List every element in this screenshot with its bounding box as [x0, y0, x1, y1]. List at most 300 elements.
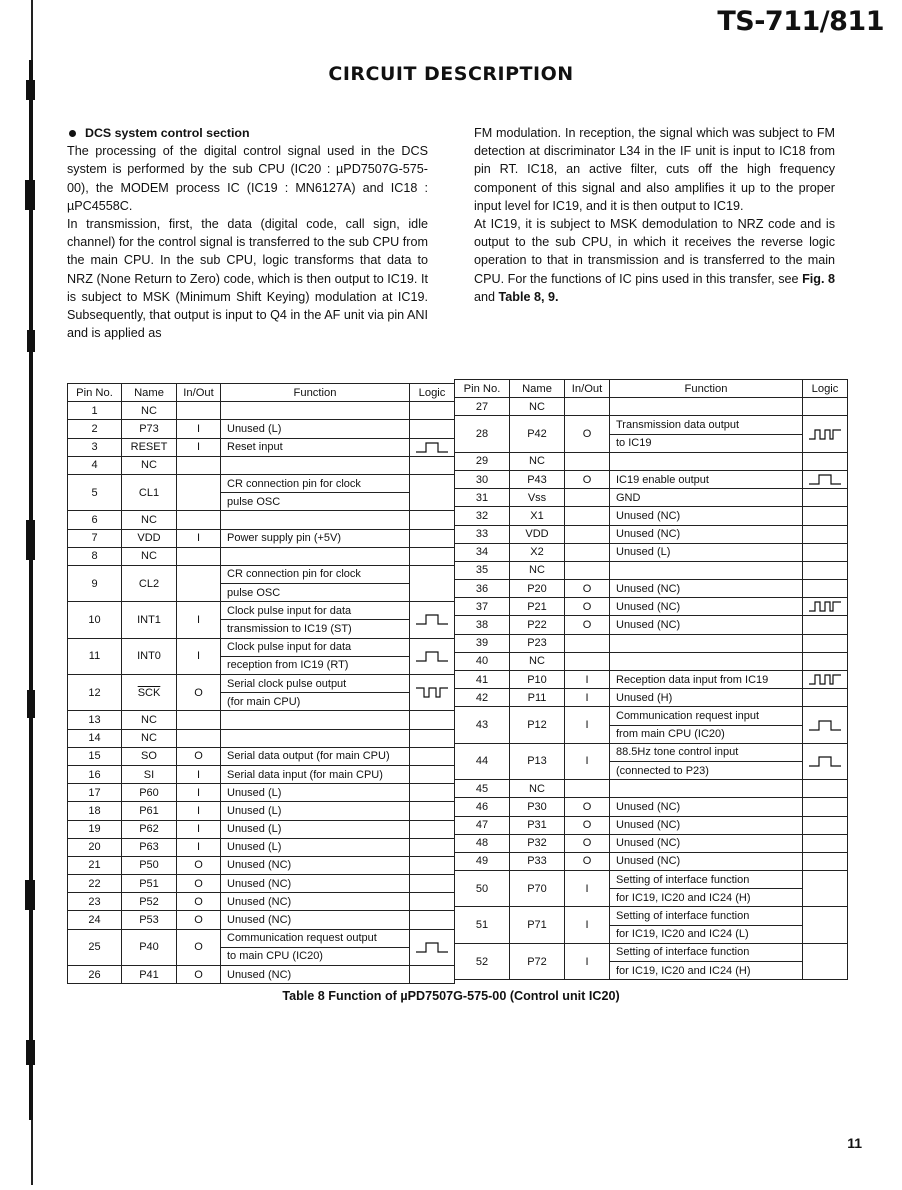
table-row — [455, 871, 848, 889]
text-column-right — [474, 124, 835, 306]
function-cell — [610, 452, 803, 470]
in-out-cell: I — [177, 638, 221, 674]
table-reference: Table 8, 9. — [498, 289, 559, 304]
paragraph: The processing of the digital control signal used in the DCS system is performed by the sub CPU (IC20 : µPD7507G-575-00), the MODEM process IC (IC19 : MN6127A) and IC18 : µPC4558C. — [67, 144, 428, 213]
pin-number-cell: 22 — [68, 875, 122, 893]
pin-name-cell: NC — [510, 561, 565, 579]
logic-cell — [410, 765, 455, 783]
reference-conjunction: and — [474, 289, 499, 304]
in-out-cell: I — [177, 784, 221, 802]
data-waveform-icon — [807, 427, 843, 442]
page-title: CIRCUIT DESCRIPTION — [328, 63, 574, 85]
table-row — [68, 547, 455, 565]
function-cell: Power supply pin (+5V) — [221, 529, 410, 547]
logic-cell — [410, 565, 455, 601]
pin-number-cell: 15 — [68, 747, 122, 765]
logic-cell — [803, 525, 848, 543]
pin-number-cell: 46 — [455, 798, 510, 816]
logic-cell — [410, 675, 455, 711]
pin-number-cell: 3 — [68, 438, 122, 456]
in-out-cell: I — [565, 743, 610, 779]
function-cell: Unused (NC) — [221, 856, 410, 874]
logic-cell — [803, 470, 848, 488]
logic-cell — [803, 816, 848, 834]
pin-number-cell: 41 — [455, 671, 510, 689]
pin-number-cell: 27 — [455, 398, 510, 416]
pin-name-cell: P50 — [122, 856, 177, 874]
logic-cell — [410, 511, 455, 529]
function-cell: Unused (NC) — [610, 580, 803, 598]
pin-name-cell: NC — [510, 452, 565, 470]
table-row — [455, 561, 848, 579]
table-row — [68, 765, 455, 783]
table-header-row — [455, 380, 848, 398]
pin-name-cell: P41 — [122, 966, 177, 984]
in-out-cell — [177, 474, 221, 510]
pin-name-cell: RESET — [122, 438, 177, 456]
in-out-cell: I — [565, 671, 610, 689]
pin-name-cell: P73 — [122, 420, 177, 438]
pin-number-cell: 2 — [68, 420, 122, 438]
logic-cell — [803, 398, 848, 416]
pin-number-cell: 30 — [455, 470, 510, 488]
in-out-cell — [565, 507, 610, 525]
pin-number-cell: 25 — [68, 929, 122, 965]
pin-name-cell: P52 — [122, 893, 177, 911]
function-cell: Unused (NC) — [610, 834, 803, 852]
function-cell — [221, 547, 410, 565]
in-out-cell — [565, 561, 610, 579]
table-row — [455, 798, 848, 816]
function-cell: CR connection pin for clock — [221, 565, 410, 583]
pin-name-cell: P33 — [510, 852, 565, 870]
pin-number-cell: 37 — [455, 598, 510, 616]
bullet-icon — [69, 130, 76, 137]
function-cell: CR connection pin for clock — [221, 474, 410, 492]
pin-number-cell: 19 — [68, 820, 122, 838]
logic-cell — [410, 893, 455, 911]
pin-number-cell: 48 — [455, 834, 510, 852]
pin-name-cell: NC — [510, 652, 565, 670]
table-row — [455, 470, 848, 488]
logic-cell — [803, 671, 848, 689]
table-row — [68, 565, 455, 583]
function-cell: for IC19, IC20 and IC24 (H) — [610, 889, 803, 907]
in-out-cell: O — [177, 747, 221, 765]
function-cell: Unused (H) — [610, 689, 803, 707]
pin-name-cell: Vss — [510, 489, 565, 507]
pin-name-cell: P22 — [510, 616, 565, 634]
in-out-cell — [565, 489, 610, 507]
table-row — [68, 456, 455, 474]
pin-name-cell: VDD — [510, 525, 565, 543]
column-header: Logic — [803, 380, 848, 398]
column-header: Logic — [410, 384, 455, 402]
function-cell: Unused (L) — [221, 420, 410, 438]
function-cell: (for main CPU) — [221, 693, 410, 711]
column-header: In/Out — [565, 380, 610, 398]
function-cell — [610, 634, 803, 652]
table-row — [68, 638, 455, 656]
pin-number-cell: 34 — [455, 543, 510, 561]
function-cell: Communication request input — [610, 707, 803, 725]
pin-number-cell: 36 — [455, 580, 510, 598]
pin-name-cell: NC — [510, 398, 565, 416]
pin-name-cell: P60 — [122, 784, 177, 802]
pulse-waveform-icon — [414, 649, 450, 664]
pin-number-cell: 13 — [68, 711, 122, 729]
in-out-cell: O — [177, 675, 221, 711]
page-number: 11 — [847, 1135, 862, 1151]
logic-cell — [410, 456, 455, 474]
pin-name-cell: P12 — [510, 707, 565, 743]
in-out-cell — [565, 780, 610, 798]
table-row — [68, 784, 455, 802]
pin-name-cell: P21 — [510, 598, 565, 616]
table-row — [455, 743, 848, 761]
table-row — [68, 966, 455, 984]
in-out-cell — [565, 634, 610, 652]
table-row — [68, 602, 455, 620]
pin-number-cell: 39 — [455, 634, 510, 652]
logic-cell — [803, 798, 848, 816]
table-row — [455, 852, 848, 870]
pin-name-cell: SI — [122, 765, 177, 783]
in-out-cell: I — [565, 689, 610, 707]
in-out-cell: I — [177, 838, 221, 856]
in-out-cell: O — [177, 966, 221, 984]
function-cell: for IC19, IC20 and IC24 (H) — [610, 962, 803, 980]
logic-cell — [410, 420, 455, 438]
logic-cell — [410, 638, 455, 674]
function-cell: pulse OSC — [221, 584, 410, 602]
model-number: TS-711/811 — [717, 6, 884, 37]
in-out-cell: I — [565, 907, 610, 943]
in-out-cell: O — [565, 798, 610, 816]
logic-cell — [410, 602, 455, 638]
paragraph: FM modulation. In reception, the signal which was subject to FM detection at discriminator L34 in the IF unit is input to IC18 from pin RT. IC18, an active filter, cuts off the high frequency component of this signal and also amplifies it up to the proper input level for IC19, and it is then output to IC19. — [474, 126, 835, 213]
pin-name-cell: P13 — [510, 743, 565, 779]
logic-cell — [803, 543, 848, 561]
logic-cell — [410, 784, 455, 802]
table-row — [68, 875, 455, 893]
pin-name-cell: CL2 — [122, 565, 177, 601]
function-cell — [221, 711, 410, 729]
logic-cell — [803, 707, 848, 743]
function-cell: reception from IC19 (RT) — [221, 656, 410, 674]
function-cell: Unused (NC) — [610, 616, 803, 634]
pin-number-cell: 16 — [68, 765, 122, 783]
table-row — [455, 398, 848, 416]
pin-name-cell: VDD — [122, 529, 177, 547]
logic-cell — [803, 634, 848, 652]
logic-cell — [410, 911, 455, 929]
column-header: Pin No. — [455, 380, 510, 398]
table-row — [68, 893, 455, 911]
in-out-cell: I — [177, 765, 221, 783]
table-row — [68, 802, 455, 820]
logic-cell — [803, 507, 848, 525]
function-cell: Unused (NC) — [221, 875, 410, 893]
in-out-cell: I — [565, 871, 610, 907]
pin-name-cell: CL1 — [122, 474, 177, 510]
pin-number-cell: 24 — [68, 911, 122, 929]
table-row — [455, 671, 848, 689]
in-out-cell: O — [177, 929, 221, 965]
clock-waveform-icon — [414, 685, 450, 700]
pin-number-cell: 33 — [455, 525, 510, 543]
column-header: Name — [122, 384, 177, 402]
function-cell: Unused (NC) — [610, 798, 803, 816]
pin-number-cell: 7 — [68, 529, 122, 547]
pin-number-cell: 29 — [455, 452, 510, 470]
function-cell: Unused (NC) — [610, 816, 803, 834]
function-cell: Unused (L) — [221, 784, 410, 802]
pin-number-cell: 11 — [68, 638, 122, 674]
in-out-cell: O — [177, 893, 221, 911]
pin-name-cell: P40 — [122, 929, 177, 965]
logic-cell — [803, 943, 848, 979]
paragraph-text: At IC19, it is subject to MSK demodulation to NRZ code and is output to the sub CPU, in which it receives the reverse logic operation to that in transmission and is transferred to the main CPU. For the functions of IC pins used in this transfer, see — [474, 217, 835, 286]
in-out-cell — [565, 652, 610, 670]
logic-cell — [803, 416, 848, 452]
logic-cell — [803, 452, 848, 470]
function-cell — [610, 561, 803, 579]
logic-cell — [410, 529, 455, 547]
function-cell: Unused (NC) — [221, 966, 410, 984]
pin-name-cell: INT1 — [122, 602, 177, 638]
pin-number-cell: 40 — [455, 652, 510, 670]
table-row — [455, 543, 848, 561]
pulse-waveform-icon — [807, 472, 843, 487]
pin-table-right — [454, 379, 848, 980]
pin-number-cell: 9 — [68, 565, 122, 601]
table-row — [455, 580, 848, 598]
pin-number-cell: 52 — [455, 943, 510, 979]
table-caption: Table 8 Function of µPD7507G-575-00 (Control unit IC20) — [282, 989, 620, 1003]
function-cell — [221, 402, 410, 420]
pin-name-cell: SO — [122, 747, 177, 765]
function-cell — [610, 398, 803, 416]
in-out-cell: I — [177, 602, 221, 638]
table-row — [455, 652, 848, 670]
column-header: Function — [221, 384, 410, 402]
function-cell: GND — [610, 489, 803, 507]
pin-name-cell: P23 — [510, 634, 565, 652]
pin-number-cell: 50 — [455, 871, 510, 907]
logic-cell — [803, 852, 848, 870]
in-out-cell: I — [177, 529, 221, 547]
in-out-cell — [177, 547, 221, 565]
table-row — [68, 711, 455, 729]
pin-name-cell: NC — [122, 511, 177, 529]
table-row — [68, 438, 455, 456]
table-row — [68, 747, 455, 765]
in-out-cell: O — [565, 470, 610, 488]
logic-cell — [803, 834, 848, 852]
in-out-cell — [177, 565, 221, 601]
function-cell: to main CPU (IC20) — [221, 947, 410, 965]
in-out-cell — [565, 543, 610, 561]
table-row — [455, 834, 848, 852]
table-row — [68, 856, 455, 874]
table-row — [455, 598, 848, 616]
table-row — [68, 675, 455, 693]
logic-cell — [410, 547, 455, 565]
function-cell: Unused (L) — [221, 838, 410, 856]
table-row — [455, 943, 848, 961]
pin-number-cell: 51 — [455, 907, 510, 943]
pin-number-cell: 44 — [455, 743, 510, 779]
logic-cell — [803, 780, 848, 798]
logic-cell — [410, 875, 455, 893]
logic-cell — [410, 856, 455, 874]
logic-cell — [410, 747, 455, 765]
pin-number-cell: 4 — [68, 456, 122, 474]
table-row — [68, 529, 455, 547]
table-row — [455, 689, 848, 707]
function-cell: Setting of interface function — [610, 907, 803, 925]
logic-cell — [803, 580, 848, 598]
pin-name-cell: P71 — [510, 907, 565, 943]
logic-cell — [803, 616, 848, 634]
pin-name-cell: P10 — [510, 671, 565, 689]
table-row — [455, 489, 848, 507]
data-waveform-icon — [807, 672, 843, 687]
in-out-cell: I — [177, 420, 221, 438]
in-out-cell: O — [565, 852, 610, 870]
function-cell: transmission to IC19 (ST) — [221, 620, 410, 638]
table-row — [455, 452, 848, 470]
in-out-cell: O — [565, 816, 610, 834]
function-cell: Unused (NC) — [610, 525, 803, 543]
figure-reference: Fig. 8 — [802, 271, 836, 286]
in-out-cell — [177, 729, 221, 747]
pin-number-cell: 8 — [68, 547, 122, 565]
function-cell: from main CPU (IC20) — [610, 725, 803, 743]
pin-name-cell: P11 — [510, 689, 565, 707]
in-out-cell — [177, 511, 221, 529]
pin-name-cell: NC — [122, 402, 177, 420]
pin-number-cell: 38 — [455, 616, 510, 634]
logic-cell — [803, 561, 848, 579]
pin-number-cell: 49 — [455, 852, 510, 870]
paragraph — [474, 215, 835, 306]
column-header: In/Out — [177, 384, 221, 402]
table-header-row — [68, 384, 455, 402]
function-cell: Reception data input from IC19 — [610, 671, 803, 689]
pulse-waveform-icon — [414, 612, 450, 627]
pin-number-cell: 42 — [455, 689, 510, 707]
pin-number-cell: 23 — [68, 893, 122, 911]
pin-name-cell: NC — [122, 456, 177, 474]
table-row — [68, 911, 455, 929]
function-cell: Serial data output (for main CPU) — [221, 747, 410, 765]
function-cell — [221, 456, 410, 474]
in-out-cell: I — [565, 943, 610, 979]
pin-name-cell: P20 — [510, 580, 565, 598]
pin-number-cell: 32 — [455, 507, 510, 525]
logic-cell — [410, 438, 455, 456]
pin-number-cell: 14 — [68, 729, 122, 747]
pin-number-cell: 35 — [455, 561, 510, 579]
table-row — [455, 634, 848, 652]
pin-name-cell: P63 — [122, 838, 177, 856]
pin-name-cell: INT0 — [122, 638, 177, 674]
pin-name-cell: P53 — [122, 911, 177, 929]
pulse-waveform-icon — [414, 940, 450, 955]
logic-cell — [410, 729, 455, 747]
table-row — [455, 507, 848, 525]
function-cell — [221, 729, 410, 747]
function-cell: to IC19 — [610, 434, 803, 452]
logic-cell — [410, 802, 455, 820]
pin-number-cell: 18 — [68, 802, 122, 820]
function-cell: Communication request output — [221, 929, 410, 947]
pin-number-cell: 21 — [68, 856, 122, 874]
logic-cell — [803, 743, 848, 779]
in-out-cell: O — [565, 834, 610, 852]
in-out-cell: O — [565, 616, 610, 634]
table-row — [455, 816, 848, 834]
pin-number-cell: 43 — [455, 707, 510, 743]
pin-name-cell: P72 — [510, 943, 565, 979]
table-row — [68, 929, 455, 947]
table-row — [68, 402, 455, 420]
section-heading-text: DCS system control section — [85, 126, 250, 140]
in-out-cell — [177, 402, 221, 420]
pin-name-cell: X2 — [510, 543, 565, 561]
in-out-cell: O — [565, 598, 610, 616]
scan-binding-edge — [0, 0, 40, 1185]
logic-cell — [803, 489, 848, 507]
pin-name-cell: P30 — [510, 798, 565, 816]
table-row — [68, 511, 455, 529]
table-row — [455, 907, 848, 925]
function-cell: Unused (NC) — [610, 507, 803, 525]
function-cell: Transmission data output — [610, 416, 803, 434]
pin-name-cell: P62 — [122, 820, 177, 838]
pulse-waveform-icon — [807, 718, 843, 733]
function-cell: for IC19, IC20 and IC24 (L) — [610, 925, 803, 943]
logic-cell — [803, 689, 848, 707]
column-header: Pin No. — [68, 384, 122, 402]
pin-number-cell: 31 — [455, 489, 510, 507]
logic-cell — [410, 929, 455, 965]
pin-name-cell: NC — [122, 729, 177, 747]
logic-cell — [803, 652, 848, 670]
function-cell: Reset input — [221, 438, 410, 456]
in-out-cell — [177, 456, 221, 474]
column-header: Name — [510, 380, 565, 398]
in-out-cell — [565, 452, 610, 470]
table-row — [68, 729, 455, 747]
logic-cell — [410, 711, 455, 729]
pin-number-cell: 6 — [68, 511, 122, 529]
pin-number-cell: 28 — [455, 416, 510, 452]
table-row — [68, 420, 455, 438]
pin-name-cell: $\overline{SCK}$ — [122, 675, 177, 711]
function-cell: Serial clock pulse output — [221, 675, 410, 693]
function-cell: Unused (L) — [610, 543, 803, 561]
pin-number-cell: 26 — [68, 966, 122, 984]
function-cell: Unused (NC) — [221, 911, 410, 929]
in-out-cell: I — [177, 820, 221, 838]
logic-cell — [803, 907, 848, 943]
pin-name-cell: P42 — [510, 416, 565, 452]
in-out-cell: O — [177, 911, 221, 929]
function-cell: (connected to P23) — [610, 761, 803, 779]
